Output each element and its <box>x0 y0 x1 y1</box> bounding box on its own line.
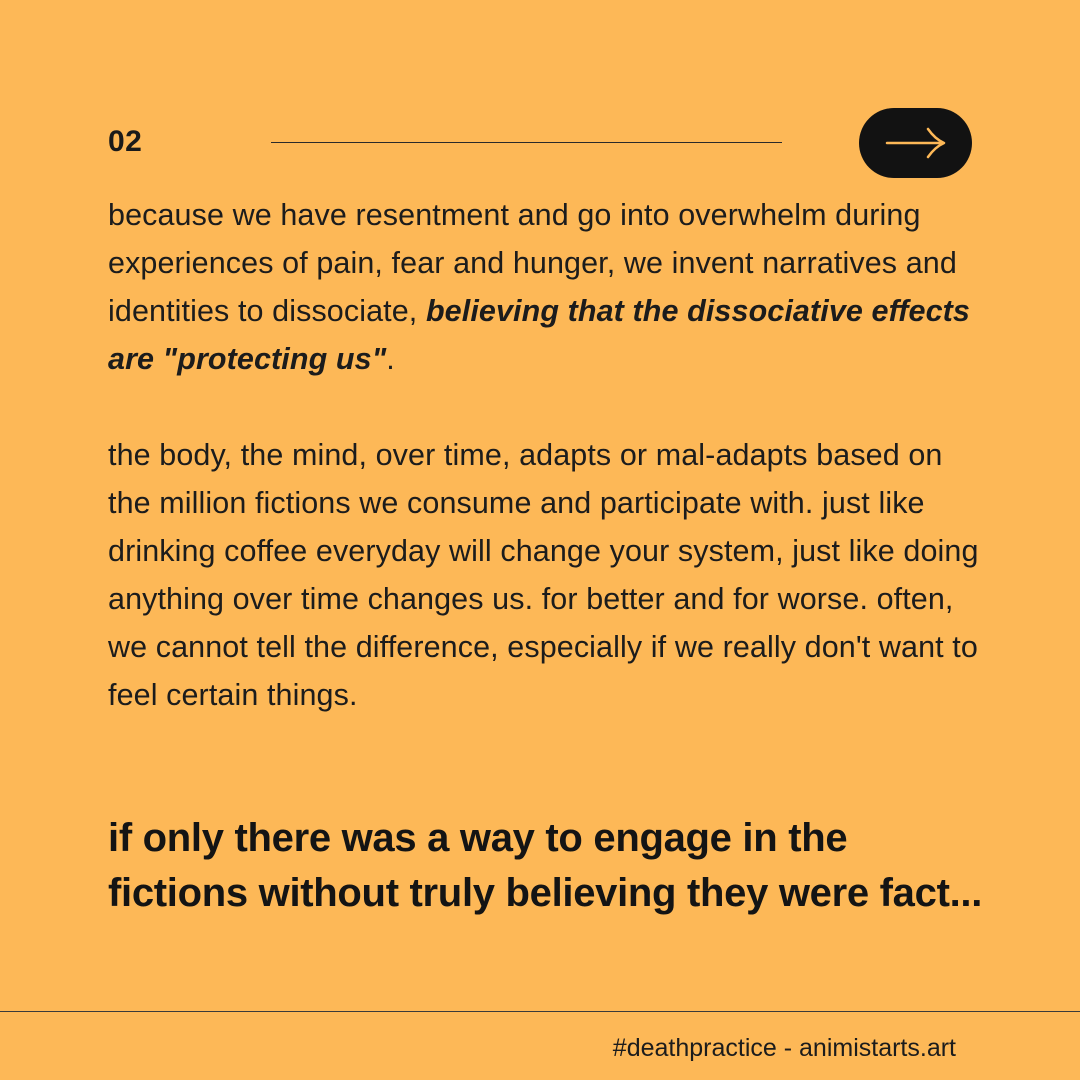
page-number: 02 <box>108 125 143 158</box>
paragraph-1-emphasis: believing that the dissociative effects are "protecting us" <box>108 294 970 376</box>
arrow-right-icon <box>885 126 947 160</box>
paragraph-1-end: . <box>386 342 395 376</box>
next-button[interactable] <box>859 108 972 178</box>
footer-text: #deathpractice - animistarts.art <box>612 1034 956 1062</box>
header-divider <box>271 142 782 143</box>
paragraph-1-text: because we have resentment and go into overwhelm during experiences of pain, fear and hunger, we invent narratives and identities to dissociate, <box>108 198 957 328</box>
paragraph-2: the body, the mind, over time, adapts or mal-adapts based on the million fictions we consume and participate with. just like drinking coffee everyday will change your system, just like doing anything over time changes us. for better and for worse. often, we cannot tell the difference, especially if we really don't want to feel certain things. <box>108 438 979 712</box>
body-text <box>108 191 988 719</box>
footer-divider <box>0 1011 1080 1012</box>
paragraph-1 <box>108 191 988 383</box>
closing-statement: if only there was a way to engage in the fictions without truly believing they were fact... <box>108 816 983 915</box>
